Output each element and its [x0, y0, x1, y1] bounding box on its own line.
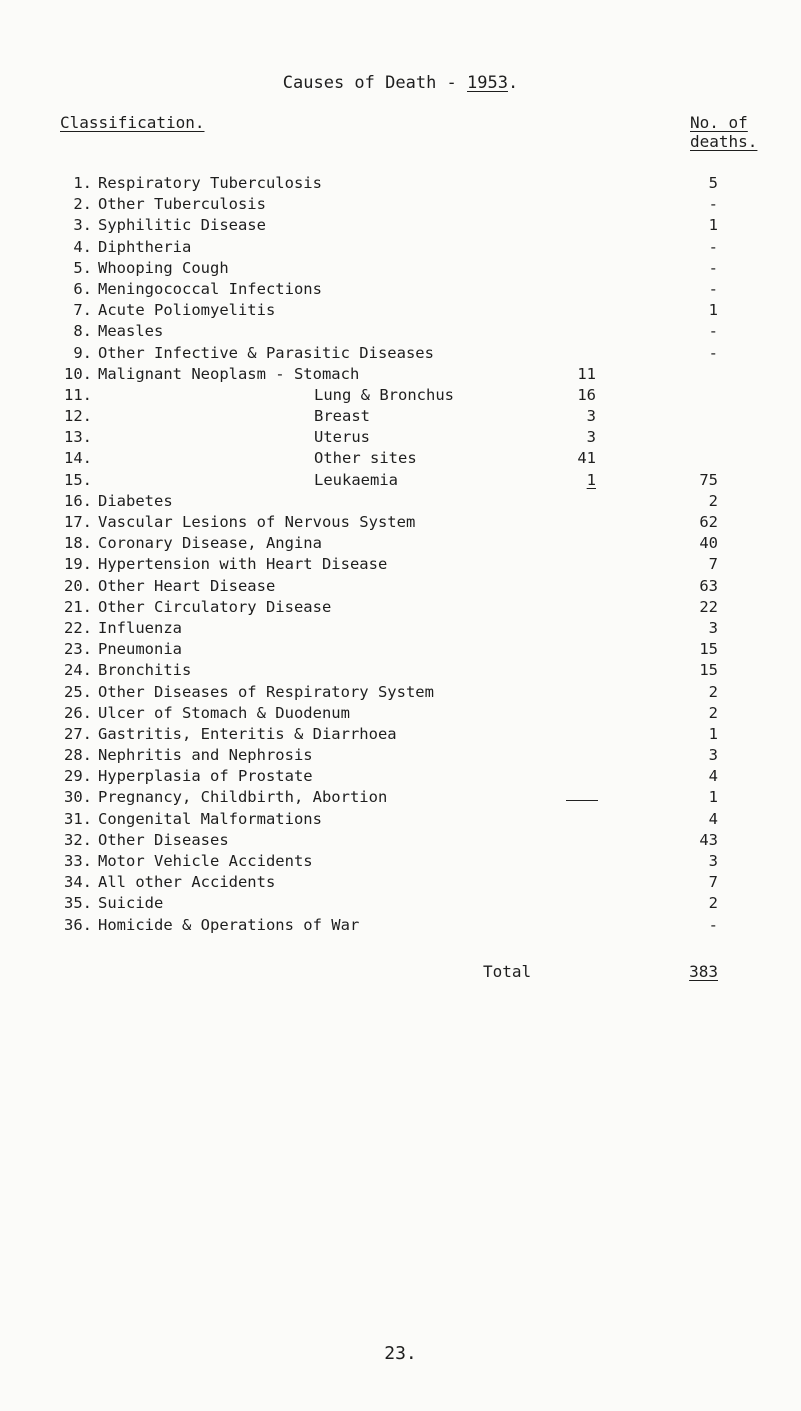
cause-label: Other Infective & Parasitic Diseases: [98, 343, 434, 362]
classification-heading: Classification.: [60, 113, 205, 132]
row-number: 21.: [64, 597, 92, 616]
deaths-value: 15: [699, 661, 718, 680]
deaths-value: -: [708, 237, 718, 256]
subcount-value: 1: [586, 470, 596, 489]
table-row: [0, 809, 801, 830]
causes-table: [0, 173, 801, 936]
deaths-value: 3: [708, 852, 718, 870]
table-row: [0, 851, 801, 872]
table-row: [0, 745, 801, 766]
cause-label: Influenza: [98, 618, 182, 637]
row-number: 36.: [64, 915, 92, 934]
deaths-value: 62: [699, 513, 718, 531]
cause-label: Congenital Malformations: [98, 809, 322, 828]
row-number: 6.: [73, 279, 92, 298]
table-row: [0, 321, 801, 342]
cause-label: Motor Vehicle Accidents: [98, 852, 313, 870]
cause-label: Other Heart Disease: [98, 576, 276, 595]
cause-label: Hypertension with Heart Disease: [98, 555, 388, 574]
row-number: 29.: [64, 767, 92, 786]
table-row: [0, 406, 801, 427]
title-suffix: .: [507, 73, 519, 93]
cause-label: Malignant Neoplasm - Stomach: [98, 364, 360, 383]
deaths-column-heading-line1: No. of: [690, 113, 748, 132]
table-row: [0, 682, 801, 703]
deaths-value: 7: [708, 555, 718, 574]
table-row: [0, 491, 801, 512]
cause-label: Other Circulatory Disease: [98, 597, 332, 616]
cause-label: Uterus: [314, 428, 370, 447]
table-row: [0, 915, 801, 936]
deaths-value: 1: [708, 724, 718, 743]
cause-label: Acute Poliomyelitis: [98, 301, 276, 320]
row-number: 30.: [64, 788, 92, 807]
deaths-value: 2: [708, 894, 718, 913]
cause-label: Syphilitic Disease: [98, 216, 266, 235]
cause-label: Vascular Lesions of Nervous System: [98, 513, 416, 531]
cause-label: Suicide: [98, 894, 164, 913]
deaths-value: 7: [708, 873, 718, 892]
deaths-value: 2: [708, 491, 718, 510]
cause-label: Nephritis and Nephrosis: [98, 746, 313, 765]
table-row: [0, 554, 801, 575]
table-row: [0, 703, 801, 724]
row-number: 10.: [64, 364, 92, 383]
deaths-value: 63: [699, 576, 718, 595]
deaths-value: -: [708, 195, 718, 214]
deaths-value: 15: [699, 640, 718, 659]
cause-label: Ulcer of Stomach & Duodenum: [98, 703, 350, 722]
cause-label: All other Accidents: [98, 873, 276, 892]
cause-label: Homicide & Operations of War: [98, 915, 360, 934]
cause-label: Meningococcal Infections: [98, 279, 322, 298]
subcount-value: 16: [577, 385, 596, 404]
cause-label: Gastritis, Enteritis & Diarrhoea: [98, 724, 397, 743]
table-row: [0, 470, 801, 491]
cause-label: Other Diseases of Respiratory System: [98, 682, 434, 701]
row-number: 12.: [64, 407, 92, 426]
table-row: [0, 258, 801, 279]
row-number: 1.: [73, 174, 92, 192]
deaths-value: 2: [708, 703, 718, 722]
row-number: 28.: [64, 746, 92, 765]
cause-label: Other sites: [314, 449, 417, 468]
table-row: [0, 597, 801, 618]
row-number: 16.: [64, 491, 92, 510]
table-row: [0, 215, 801, 236]
deaths-value: -: [708, 322, 718, 341]
page-number: 23.: [384, 1343, 417, 1364]
row-number: 27.: [64, 724, 92, 743]
row-number: 18.: [64, 534, 92, 553]
subcount-value: 3: [586, 407, 596, 426]
row-number: 32.: [64, 830, 92, 849]
row-number: 34.: [64, 873, 92, 892]
cause-label: Lung & Bronchus: [314, 385, 454, 404]
cause-label: Diabetes: [98, 491, 173, 510]
page-title: [0, 72, 801, 94]
row-number: 8.: [73, 322, 92, 341]
row-number: 31.: [64, 809, 92, 828]
cause-label: Hyperplasia of Prostate: [98, 767, 313, 786]
deaths-value: 43: [699, 830, 718, 849]
deaths-value: 4: [708, 809, 718, 828]
deaths-value: 22: [699, 597, 718, 616]
table-row: [0, 364, 801, 385]
cause-label: Pneumonia: [98, 640, 182, 659]
table-row: [0, 872, 801, 893]
row-number: 15.: [64, 470, 92, 489]
row-number: 7.: [73, 301, 92, 320]
deaths-value: 1: [708, 788, 718, 807]
cause-label: Other Tuberculosis: [98, 195, 266, 214]
cause-label: Diphtheria: [98, 237, 192, 256]
row-number: 19.: [64, 555, 92, 574]
table-row: [0, 512, 801, 533]
table-row: [0, 787, 801, 808]
cause-label: Bronchitis: [98, 661, 192, 680]
table-row: [0, 237, 801, 258]
row-number: 4.: [73, 237, 92, 256]
deaths-value: -: [708, 915, 718, 934]
table-row: [0, 639, 801, 660]
row-number: 14.: [64, 449, 92, 468]
table-row: [0, 830, 801, 851]
deaths-value: 3: [708, 618, 718, 637]
table-row: [0, 427, 801, 448]
table-row: [0, 533, 801, 554]
total-label: Total: [483, 962, 532, 981]
table-row: [0, 173, 801, 194]
row-number: 22.: [64, 618, 92, 637]
row-number: 25.: [64, 682, 92, 701]
total-value: 383: [689, 962, 718, 981]
table-row: [0, 576, 801, 597]
table-row: [0, 893, 801, 914]
deaths-value: 4: [708, 767, 718, 786]
table-row: [0, 385, 801, 406]
subtotal-rule: [566, 800, 598, 801]
deaths-value: 40: [699, 534, 718, 553]
subcount-value: 41: [577, 449, 596, 468]
row-number: 11.: [64, 385, 92, 404]
subcount-value: 3: [586, 428, 596, 447]
row-number: 13.: [64, 428, 92, 447]
title-year: 1953: [467, 73, 508, 93]
deaths-value: 3: [708, 746, 718, 765]
deaths-value: -: [708, 279, 718, 298]
cause-label: Other Diseases: [98, 830, 229, 849]
deaths-value: 5: [708, 174, 718, 192]
row-number: 35.: [64, 894, 92, 913]
deaths-value: 1: [708, 216, 718, 235]
cause-label: Measles: [98, 322, 164, 341]
cause-label: Pregnancy, Childbirth, Abortion: [98, 788, 388, 807]
cause-label: Coronary Disease, Angina: [98, 534, 322, 553]
title-prefix: Causes of Death -: [282, 73, 468, 93]
table-row: [0, 194, 801, 215]
row-number: 23.: [64, 640, 92, 659]
row-number: 17.: [64, 513, 92, 531]
row-number: 5.: [73, 258, 92, 277]
table-row: [0, 448, 801, 469]
table-row: [0, 343, 801, 364]
deaths-column-heading-line2: deaths.: [690, 132, 758, 151]
table-row: [0, 279, 801, 300]
deaths-value: 2: [708, 682, 718, 701]
row-number: 20.: [64, 576, 92, 595]
table-row: [0, 724, 801, 745]
row-number: 3.: [73, 216, 92, 235]
table-row: [0, 618, 801, 639]
row-number: 24.: [64, 661, 92, 680]
row-number: 9.: [73, 343, 92, 362]
deaths-value: 75: [699, 470, 718, 489]
table-row: [0, 660, 801, 681]
deaths-value: -: [708, 343, 718, 362]
row-number: 26.: [64, 703, 92, 722]
cause-label: Whooping Cough: [98, 258, 229, 277]
cause-label: Respiratory Tuberculosis: [98, 174, 322, 192]
subcount-value: 11: [577, 364, 596, 383]
table-row: [0, 300, 801, 321]
cause-label: Breast: [314, 407, 370, 426]
deaths-value: 1: [708, 301, 718, 320]
deaths-value: -: [708, 258, 718, 277]
row-number: 33.: [64, 852, 92, 870]
cause-label: Leukaemia: [314, 470, 398, 489]
table-row: [0, 766, 801, 787]
row-number: 2.: [73, 195, 92, 214]
